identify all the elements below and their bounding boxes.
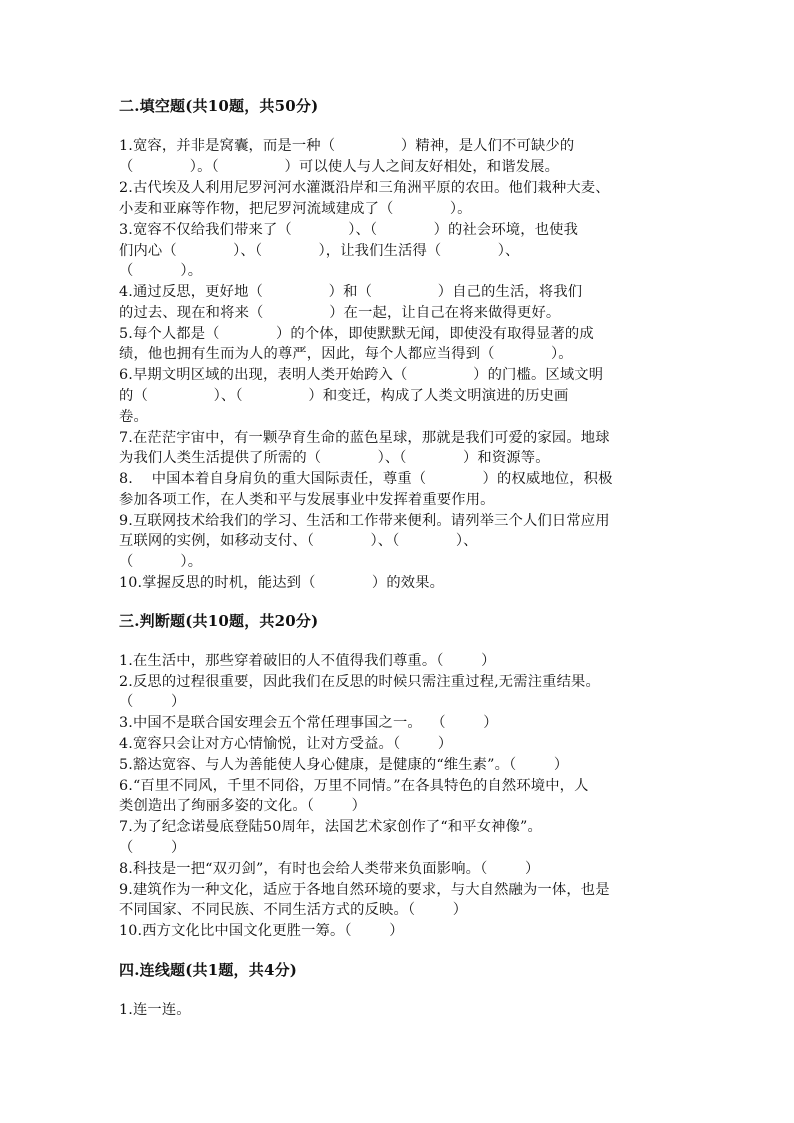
fill-blank-line: 卷。 <box>119 409 148 425</box>
fill-blank-line: （ ）。 <box>119 554 203 570</box>
fill-blank-line: 9.互联网技术给我们的学习、生活和工作带来便利。请列举三个人们日常应用 <box>119 513 610 529</box>
judge-line: 7.为了纪念诺曼底登陆50周年，法国艺术家创作了“和平女神像”。 <box>119 819 542 835</box>
judge-line: （ ） <box>119 694 186 710</box>
fill-blank-line: 10.掌握反思的时机，能达到（ ）的效果。 <box>119 575 445 591</box>
fill-blank-line: 绩，他也拥有生而为人的尊严，因此，每个人都应当得到（ ）。 <box>119 346 573 362</box>
judge-line: 5.豁达宽容、与人为善能使人身心健康，是健康的“维生素”。（ ） <box>119 757 569 773</box>
fill-blank-line: 7.在茫茫宇宙中，有一颗孕育生命的蓝色星球，那就是我们可爱的家园。地球 <box>119 430 610 446</box>
fill-blank-line: 参加各项工作，在人类和平与发展事业中发挥着重要作用。 <box>119 492 495 508</box>
fill-blank-line: 6.早期文明区域的出现，表明人类开始跨入（ ）的门槛。区域文明 <box>119 367 604 383</box>
judge-line: 3.中国不是联合国安理会五个常任理事国之一。 （ ） <box>119 715 498 731</box>
fill-blank-line: 们内心（ ）、（ ），让我们生活得（ ）、 <box>119 243 520 259</box>
fill-blank-line: 5.每个人都是（ ）的个体，即使默默无闻，即使没有取得显著的成 <box>119 326 594 342</box>
fill-blank-line: 的（ ）、（ ）和变迁，构成了人类文明演进的历史画 <box>119 388 569 404</box>
fill-blank-line: 8. 中国本着自身肩负的重大国际责任，尊重（ ）的权威地位，积极 <box>119 471 613 487</box>
judge-line: 10.西方文化比中国文化更胜一筹。（ ） <box>119 923 404 939</box>
matching-line: 1.连一连。 <box>119 1002 191 1018</box>
judge-line: 1.在生活中，那些穿着破旧的人不值得我们尊重。（ ） <box>119 653 496 669</box>
judge-line: （ ） <box>119 840 186 856</box>
fill-blank-line: 的过去、现在和将来（ ）在一起，让自己在将来做得更好。 <box>119 305 561 321</box>
judge-line: 4.宽容只会让对方心情愉悦，让对方受益。（ ） <box>119 736 453 752</box>
fill-blank-line: 小麦和亚麻等作物，把尼罗河流域建成了（ ）。 <box>119 201 472 217</box>
fill-blank-line: （ ）。 <box>119 263 203 279</box>
section-title-matching: 四.连线题(共1题，共4分) <box>119 961 298 979</box>
fill-blank-line: 3.宽容不仅给我们带来了（ ）、（ ）的社会环境，也使我 <box>119 222 579 238</box>
fill-blank-line: 互联网的实例，如移动支付、（ ）、（ ）、 <box>119 533 478 549</box>
section-title-judge: 三.判断题(共10题，共20分) <box>119 612 319 630</box>
section-title-fill-blank: 二.填空题(共10题，共50分) <box>119 97 319 115</box>
fill-blank-line: 2.古代埃及人利用尼罗河河水灌溉沿岸和三角洲平原的农田。他们栽种大麦、 <box>119 180 610 196</box>
fill-blank-line: （ ）。（ ）可以使人与人之间友好相处，和谐发展。 <box>119 159 560 175</box>
judge-line: 类创造出了绚丽多姿的文化。（ ） <box>119 798 367 814</box>
judge-line: 9.建筑作为一种文化，适应于各地自然环境的要求，与大自然融为一体，也是 <box>119 882 610 898</box>
judge-line: 不同国家、不同民族、不同生活方式的反映。（ ） <box>119 902 468 918</box>
fill-blank-line: 为我们人类生活提供了所需的（ ）、（ ）和资源等。 <box>119 450 550 466</box>
fill-blank-line: 4.通过反思，更好地（ ）和（ ）自己的生活，将我们 <box>119 284 583 300</box>
fill-blank-line: 1.宽容，并非是窝囊，而是一种（ ）精神，是人们不可缺少的 <box>119 138 575 154</box>
judge-line: 6.“百里不同风，千里不同俗，万里不同情。”在各具特色的自然环境中，人 <box>119 778 589 794</box>
judge-line: 2.反思的过程很重要，因此我们在反思的时候只需注重过程,无需注重结果。 <box>119 674 600 690</box>
judge-line: 8.科技是一把“双刃剑”，有时也会给人类带来负面影响。（ ） <box>119 861 540 877</box>
